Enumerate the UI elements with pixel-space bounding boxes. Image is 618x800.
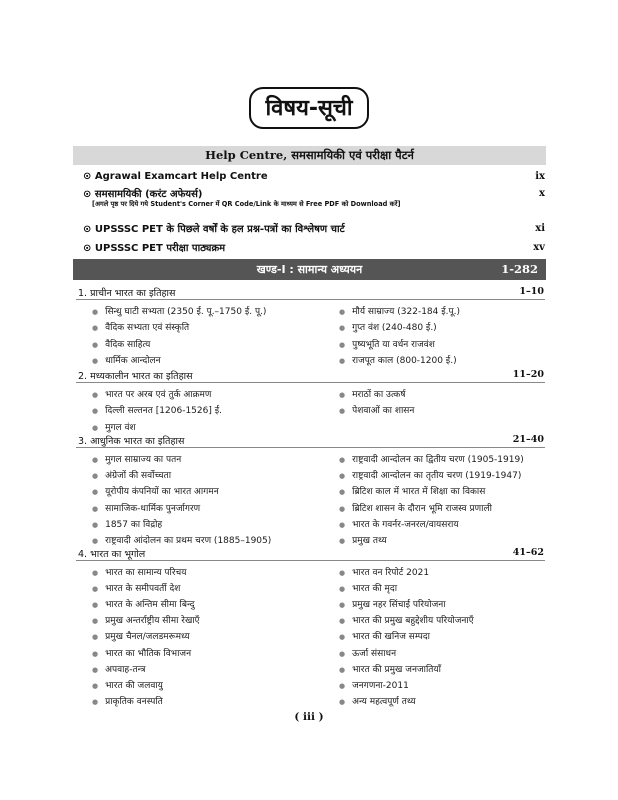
toc-item-label: सिन्धु घाटी सभ्यता (2350 ई. पू.–1750 ई. पू.) [105,307,267,317]
toc-item-label: पेशवाओं का शासन [352,406,415,417]
bullet-icon: ● [339,617,346,626]
toc-item [339,629,430,642]
bullet-icon: ● [92,488,99,497]
section-title: 4. भारत का भूगोल [78,549,146,560]
toc-item-label: वैदिक साहित्य [105,339,151,350]
toc-item [339,533,387,546]
bullet-icon: ● [92,617,99,626]
toc-item [92,501,200,514]
toc-item [92,678,163,691]
toc-item-label: भारत के अन्तिम सीमा बिन्दु [105,600,195,611]
toc-item [339,320,437,333]
bullet-icon: ● [92,391,99,399]
toc-item [339,694,416,707]
help-row-page: ix [535,171,545,182]
toc-item-label: सामाजिक-धार्मिक पुनर्जागरण [105,503,201,514]
bullet-icon: ● [339,472,346,481]
section-divider [76,299,545,300]
toc-item [339,403,414,416]
toc-item-label: प्राकृतिक वनस्पति [105,696,163,707]
bullet-icon: ● [339,308,346,316]
toc-item [92,581,180,594]
toc-item-label: अन्य महत्वपूर्ण तथ्य [352,696,416,707]
toc-item-label: गुप्त वंश (240-480 ई.) [352,323,437,334]
bullet-icon: ● [339,456,346,464]
toc-item-label: राष्ट्रवादी आंदोलन का प्रथम चरण (1885–1905) [105,536,272,546]
toc-item [339,565,429,578]
section-divider [76,560,545,561]
bullet-icon: ● [92,520,99,529]
toc-item [92,694,163,707]
toc-item [92,468,171,481]
toc-item [92,597,195,610]
bullet-icon: ● [92,340,99,349]
bullet-icon: ● [92,585,99,594]
toc-item [339,613,474,626]
section-pages: 21–40 [512,434,544,445]
toc-item-label: मराठों का उत्कर्ष [352,390,406,400]
toc-item-label: वैदिक सभ्यता एवं संस्कृति [105,323,190,334]
bullet-icon: ● [92,308,99,316]
toc-item-label: भारत के गवर्नर-जनरल/वायसराय [352,519,459,530]
bullet-icon: ● [92,569,99,577]
toc-item-label: 1857 का विद्रोह [105,519,163,530]
bullet-icon: ● [92,665,99,674]
section-heading [78,434,544,447]
toc-item [92,533,271,546]
bullet-icon: ● [92,697,99,706]
toc-item [339,452,524,465]
bullet-icon: ● [339,391,346,399]
bullet-icon: ● [339,340,346,349]
toc-item-label: भारत पर अरब एवं तुर्क आक्रमण [105,390,212,400]
toc-item-label: प्रमुख चैनल/जलडमरूमध्य [105,632,190,643]
toc-item [339,387,406,400]
section-title: 2. मध्यकालीन भारत का इतिहास [78,371,193,382]
bullet-icon: ● [339,504,346,513]
toc-item-label: यूरोपीय कंपनियों का भारत आगमन [105,487,219,498]
section-heading [78,286,544,299]
bullet-icon: ● [92,407,99,416]
page-number: ( iii ) [294,711,324,723]
toc-item-label: राष्ट्रवादी आन्दोलन का द्वितीय चरण (1905-1919) [352,455,524,465]
toc-item [92,629,190,642]
toc-item-label: भारत की मृदा [352,584,398,595]
section-title: 1. प्राचीन भारत का इतिहास [78,288,176,299]
bullet-icon: ● [92,423,99,432]
toc-item [339,678,409,691]
toc-item-label: पुष्यभूति या वर्धन राजवंश [352,339,435,350]
bullet-icon: ● [339,633,346,642]
section-pages: 41–62 [512,547,544,558]
toc-item-label: भारत का भौतिक विभाजन [105,648,192,659]
toc-item-label: दिल्ली सल्तनत [1206-1526] ई. [105,406,223,417]
toc-item [339,468,521,481]
toc-item-label: ब्रिटिश शासन के दौरान भूमि राजस्व प्रणाली [352,503,492,514]
help-centre-bar: Help Centre, समसामयिकी एवं परीक्षा पैटर्न [73,146,546,165]
bullet-icon: ● [92,324,99,333]
bullet-icon: ● [339,537,346,545]
bullet-icon: ● [92,472,99,481]
bullet-icon: ● [92,649,99,658]
section-pages: 11–20 [512,369,544,380]
toc-item [92,613,200,626]
help-row-page: xv [533,241,545,253]
help-row-1 [83,171,545,182]
toc-item-label: भारत की खनिज सम्पदा [352,632,430,643]
toc-item [92,517,162,530]
bullet-icon: ● [339,356,346,365]
toc-item-label: अंग्रेजों की सर्वोच्चता [105,471,172,482]
toc-item [92,403,222,416]
toc-item [339,517,459,530]
title-wrap [0,87,618,129]
bullet-icon: ● [339,488,346,497]
section-title: 3. आधुनिक भारत का इतिहास [78,436,185,447]
toc-item [92,420,136,433]
toc-item [92,484,219,497]
toc-item-label: भारत की प्रमुख जनजातियाँ [352,664,441,675]
part-label: खण्ड-I : सामान्य अध्ययन [256,263,363,276]
toc-item-label: राजपूत काल (800-1200 ई.) [352,355,457,366]
toc-item-label: मुगल साम्राज्य का पतन [105,455,182,465]
toc-item [92,452,181,465]
section-divider [76,382,545,383]
help-row-4 [83,240,545,254]
toc-item [339,304,460,317]
toc-item-label: भारत के समीपवर्ती देश [105,584,181,595]
bullet-icon: ● [92,537,99,545]
toc-item-label: जनगणना-2011 [352,680,409,691]
toc-item [339,662,441,675]
bullet-icon: ● [92,504,99,513]
toc-item-label: मुगल वंश [105,422,136,433]
section-heading [78,369,544,382]
toc-item-label: धार्मिक आन्दोलन [105,355,161,366]
toc-item [92,387,211,400]
help-row-text: UPSSSC PET परीक्षा पाठ्यक्रम [94,243,226,254]
circle-dot-icon: ⊙ [83,171,92,182]
toc-item [92,304,266,317]
toc-item-label: ऊर्जा संसाधन [352,648,397,659]
bullet-icon: ● [92,456,99,464]
part-bar [73,259,546,280]
toc-item [339,337,435,350]
bullet-icon: ● [339,665,346,674]
section-pages: 1–10 [519,286,544,297]
bullet-icon: ● [339,585,346,594]
section-heading [78,547,544,560]
toc-item-label: भारत का सामान्य परिचय [105,568,187,578]
toc-item-label: प्रमुख अन्तर्राष्ट्रीय सीमा रेखाएँ [105,616,200,627]
bullet-icon: ● [339,697,346,706]
toc-item-label: प्रमुख तथ्य [352,536,387,546]
toc-item [92,353,161,366]
circle-dot-icon: ⊙ [83,189,92,200]
bullet-icon: ● [92,356,99,365]
bullet-icon: ● [92,681,99,690]
toc-item [339,646,396,659]
toc-item [92,662,145,675]
bullet-icon: ● [92,601,99,610]
toc-item [92,320,189,333]
bullet-icon: ● [339,681,346,690]
toc-item [339,501,492,514]
bullet-icon: ● [339,324,346,333]
toc-item-label: प्रमुख नहर सिंचाई परियोजना [352,600,446,611]
page-title: विषय-सूची [249,87,368,129]
bullet-icon: ● [339,649,346,658]
circle-dot-icon: ⊙ [83,243,92,254]
toc-item [339,353,457,366]
section-divider [76,447,545,448]
help-row-text: समसामयिकी (करंट अफेयर्स) [94,189,203,200]
toc-item-label: ब्रिटिश काल में भारत में शिक्षा का विकास [352,487,486,498]
toc-item-label: भारत वन रिपोर्ट 2021 [352,568,430,578]
toc-item-label: भारत की प्रमुख बहुद्देशीय परियोजनाएँ [352,616,474,627]
help-row-3 [83,221,545,235]
toc-item [339,581,397,594]
help-note: [अगले पृष्ठ पर दिये गये Student's Corner में QR Code/Link के माध्यम से Free PDF को Download करें] [92,200,401,208]
toc-item [339,484,485,497]
help-row-2 [83,186,545,200]
toc-item-label: अपवाह-तन्त्र [105,664,146,675]
toc-item [92,337,150,350]
bullet-icon: ● [339,407,346,416]
toc-item-label: मौर्य साम्राज्य (322-184 ई.पू.) [352,307,461,317]
help-row-text: UPSSSC PET के पिछले वर्षों के हल प्रश्न-पत्रों का विश्लेषण चार्ट [94,224,345,235]
toc-item [92,646,191,659]
toc-item-label: भारत की जलवायु [105,680,163,691]
toc-item [92,565,186,578]
bullet-icon: ● [339,520,346,529]
bullet-icon: ● [339,601,346,610]
toc-item [339,597,446,610]
help-row-page: xi [535,222,545,234]
bullet-icon: ● [339,569,346,577]
help-row-text: Agrawal Examcart Help Centre [94,171,268,182]
help-row-page: x [539,187,545,199]
bullet-icon: ● [92,633,99,642]
toc-item-label: राष्ट्रवादी आन्दोलन का तृतीय चरण (1919-1947) [352,471,522,482]
circle-dot-icon: ⊙ [83,224,92,235]
part-range: 1-282 [501,262,538,276]
